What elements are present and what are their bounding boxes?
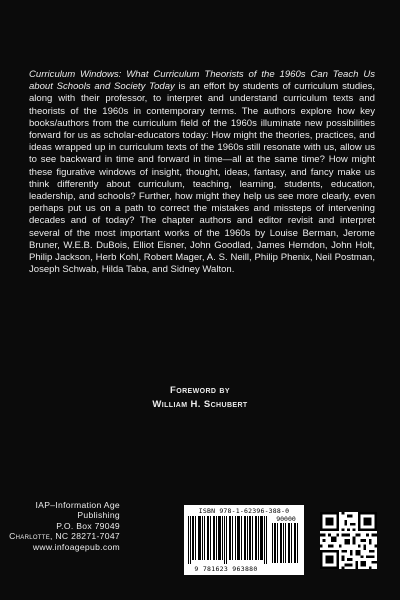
foreword-label: Foreword by xyxy=(170,385,230,396)
foreword-author: William H. Schubert xyxy=(152,399,248,410)
publisher-po-box: P.O. Box 79049 xyxy=(56,520,120,531)
qr-code xyxy=(320,512,377,569)
publisher-name: IAP–Information Age Publishing xyxy=(35,500,120,521)
isbn-barcode xyxy=(184,505,304,575)
publisher-info xyxy=(0,500,120,552)
book-title-italic: Curriculum Windows: What Curriculum Theorists of the 1960s Can Teach Us about Schools and Society Today xyxy=(29,69,375,93)
publisher-city: Charlotte, NC 28271-7047 xyxy=(9,531,120,542)
blurb-body: is an effort by students of curriculum studies, along with their professor, to interpret and understand curriculum texts and theorists of the 1960s in contemporary terms. The authors explore how key books/authors from the curriculum field of the 1960s illuminate new possibilities forward for us as scholar-educators today: How might the theories, practices, and ideas wrapped up in curriculum texts of the 1960s still resonate with us, allow us to see backward in time and forward in time—all at the same time? How might these figurative windows of insight, thought, ideas, fantasy, and fancy make us think differently about curriculum, teaching, learning, students, education, leadership, and schools? Further, how might they help us see more clearly, even perhaps put us on a path to correct the mistakes and missteps of intervening decades and of today? The chapter authors and editor revisit and interpret several of the most important works of the 1960s by Louise Berman, Jerome Bruner, W.E.B. DuBois, Elliot Eisner, John Goodlad, James Herndon, John Holt, Philip Jackson, Herb Kohl, Robert Mager, A. S. Neill, Philip Phenix, Neil Postman, Joseph Schwab, Hilda Taba, and Sidney Walton. xyxy=(29,81,375,276)
addon-barcode-bars xyxy=(272,523,300,563)
back-cover-blurb xyxy=(29,69,375,276)
isbn-label: ISBN 978-1-62396-388-0 xyxy=(198,507,290,515)
ean-barcode-bars xyxy=(188,516,268,564)
isbn-addon-price: 90000 xyxy=(276,515,296,523)
ean-digits: 9 781623 963880 xyxy=(194,565,258,573)
publisher-website: www.infoagepub.com xyxy=(32,541,120,552)
